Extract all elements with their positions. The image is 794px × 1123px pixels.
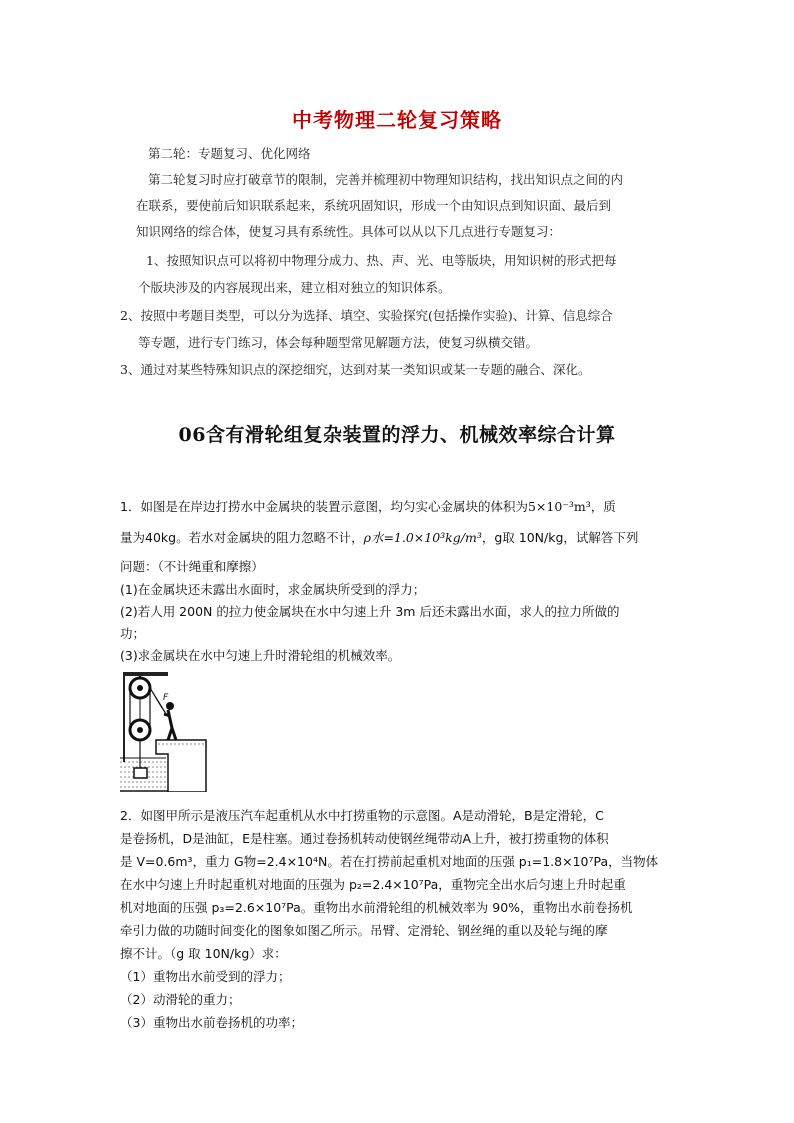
q2-line-6: 牵引力做的功随时间变化的图象如图乙所示。吊臂、定滑轮、钢丝绳的重以及轮与绳的摩 [120,923,608,938]
q1-line-3: 问题：（不计绳重和摩擦） [120,559,264,574]
q1-line-6: 功； [120,626,146,641]
q1-line-4: (1)在金属块还未露出水面时，求金属块所受到的浮力； [120,582,426,597]
q2-line-1: 2．如图甲所示是液压汽车起重机从水中打捞重物的示意图。A是动滑轮，B是定滑轮，C [120,808,604,823]
q2-line-7: 擦不计。（g 取 10N/kg）求： [120,946,287,961]
q1-line-7: (3)求金属块在水中匀速上升时滑轮组的机械效率。 [120,648,401,663]
q1-density: ρ水=1.0×10³kg/m³ [363,530,482,545]
q2-line-5: 机对地面的压强 p₃=2.6×10⁷Pa。重物出水前滑轮组的机械效率为 90%，重物出水前卷扬机 [120,900,633,915]
intro-item-3: 3、通过对某些特殊知识点的深挖细究，达到对某一类知识或某一专题的融合、深化。 [120,362,591,377]
q1-line-1-text: 1．如图是在岸边打捞水中金属块的装置示意图，均匀实心金属块的体积为 [120,499,528,514]
q1-line-2-tail: ，g取 10N/kg，试解答下列 [481,530,639,545]
intro-line-1: 第二轮：专题复习、优化网络 [148,146,311,161]
q2-line-10: （3）重物出水前卷扬机的功率； [120,1015,303,1030]
q1-line-5: (2)若人用 200N 的拉力使金属块在水中匀速上升 3m 后还未露出水面，求人的拉力所做的 [120,604,620,619]
intro-line-2: 第二轮复习时应打破章节的限制，完善并梳理初中物理知识结构，找出知识点之间的内 [148,172,624,187]
q2-line-2: 是卷扬机，D是油缸，E是柱塞。通过卷扬机转动使钢丝绳带动A上升，被打捞重物的体积 [120,831,609,846]
q1-volume: 5×10⁻³m³ [527,499,591,514]
q1-line-1 [120,497,616,515]
intro-item-2b: 等专题，进行专门练习，体会每种题型常见解题方法，使复习纵横交错。 [138,335,539,350]
q1-line-2-text: 量为40kg。若水对金属块的阻力忽略不计， [120,530,364,545]
q1-line-1-tail: ，质 [590,499,616,514]
q2-line-9: （2）动滑轮的重力； [120,992,241,1007]
pulley-figure [118,670,208,792]
intro-item-1b: 个版块涉及的内容展现出来，建立相对独立的知识体系。 [138,280,451,295]
q2-line-3: 是 V=0.6m³，重力 G物=2.4×10⁴N。若在打捞前起重机对地面的压强 p₁=1.8×10⁷Pa，当物体 [120,854,659,869]
intro-line-3: 在联系，要使前后知识联系起来，系统巩固知识，形成一个由知识点到知识面、最后到 [136,198,612,213]
q2-line-4: 在水中匀速上升时起重机对地面的压强为 p₂=2.4×10⁷Pa，重物完全出水后匀速上升时起重 [120,877,626,892]
intro-line-4: 知识网络的综合体，使复习具有系统性。具体可以从以下几点进行专题复习： [136,224,562,239]
intro-item-2a: 2、按照中考题目类型，可以分为选择、填空、实验探究(包括操作实验)、计算、信息综合 [120,308,613,323]
section-title: 06含有滑轮组复杂装置的浮力、机械效率综合计算 [178,424,616,446]
q2-line-8: （1）重物出水前受到的浮力； [120,969,291,984]
intro-item-1a: 1、按照知识点可以将初中物理分成力、热、声、光、电等版块，用知识树的形式把每 [146,253,617,268]
page-title: 中考物理二轮复习策略 [292,108,502,132]
q1-line-2 [120,528,638,546]
force-label: F [163,693,169,703]
